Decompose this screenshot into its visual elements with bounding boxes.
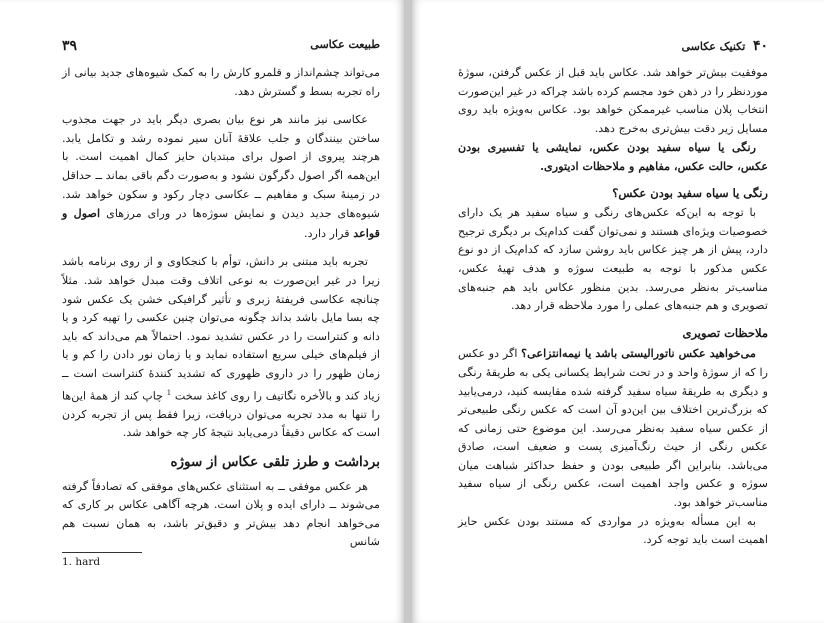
sub1-para: با توجه به این‌که عکس‌های رنگی و سیاه سفید هر یک دارای خصوصیات ویژه‌ای هستند و نمی‌توان گفت کدام‌یک بر دیگری ترجیح دارد، پیش از هر چیز عکاس باید روشن سازد که کدام‌یک از دو نوع عکس مذکور با توجه به طبیعت سوژه و هدف تهیهٔ عکس، مناسب‌تر به‌نظر می‌رسد. بدین منظور عکاس باید هم جنبه‌های تصویری و هم جنبه‌های عملی را مورد ملاحظه قرار دهد. [458,206,768,313]
sub1-title: رنگی یا سیاه سفید بودن عکس؟ [612,185,768,200]
right-para-1: موفقیت بیش‌تر خواهد شد. عکاس باید قبل از عکس گرفتن، سوژهٔ موردنظر را در ذهن خود مجسم کرده باشد چراکه در غیر این‌صورت انتخاب پلان مناسب غیرممکن خواهد بود. عکاس به‌ویژه باید روی مسایل زیر دقت بیش‌تری به‌خرج دهد. [458,66,768,135]
left-para-2: عکاسی نیز مانند هر نوع بیان بصری دیگر باید در جهت مجذوب ساختن بینندگان و جلب علاقهٔ آنان سیر نموده رشد و تکامل یابد. هرچند پیروی از اصول برای مبتدیان حایز کمال اهمیت است. با این‌همه اگر اصول دگرگون نشود و به‌صورت دگم باقی بماند ــ حداقل در زمینهٔ سبک و مفاهیم ــ عکاسی دچار رکود و سکون خواهد شد. شیوه‌های جدید دیدن و نمایش سوژه‌ها در ورای مرزهای اصول و قواعد قرار دارد. [62,113,380,240]
right-page-number: ۴۰ [752,38,768,54]
left-para-1: می‌تواند چشم‌انداز و قلمرو کارش را به کمک شیوه‌های جدید بیانی از راه تجربه بسط و گسترش دهد. [62,66,380,98]
left-page [0,0,404,623]
sub2-para-2: به این مسأله به‌ویژه در مواردی که مستند بودن عکس حایز اهمیت است باید توجه کرد. [458,514,768,547]
left-page-body [62,64,380,552]
sub2-bold: می‌خواهید عکس ناتورالیستی باشد یا نیمه‌انتزاعی؟ [521,346,756,361]
right-header-title: ۴۰ تکنیک عکاسی [681,38,768,54]
left-page-header [62,38,380,54]
book-gutter [404,0,412,623]
left-para-4: هر عکس موفقی ــ به استثنای عکس‌های موفقی که تصادفاً گرفته می‌شوند ــ دارای ایده و پلان است. هرچه آگاهی عکاس بر کاری که می‌خواهد انجام دهد بیش‌تر و دقیق‌تر باشد، به همان نسبت هم شانس [62,479,380,549]
left-para-2-bold: اصول و قواعد [62,206,380,240]
right-bold-question: رنگی یا سیاه سفید بودن عکس، نمایشی یا تفسیری بودن عکس، حالت عکس، مفاهیم و ملاحظات ادیتوری. [458,140,768,173]
section-title: برداشت و طرز تلقی عکاس از سوژه [170,454,380,471]
left-page-number: ۳۹ [62,38,78,54]
sub2-para: می‌خواهید عکس ناتورالیستی باشد یا نیمه‌انتزاعی؟ اگر دو عکس را که از سوژهٔ واحد و در تحت شرایط یکسانی یکی به طریقهٔ رنگی و دیگری به طریقهٔ سیاه سفید گرفته شده مقایسه کنید، درمی‌یابید که بزرگ‌ترین اختلاف بین این‌دو آن است که عکس رنگی طبیعی‌تر از عکس سیاه سفید به‌نظر می‌رسد. این موضوع حتی زمانی که عکس رنگی از حیث رنگ‌آمیزی پست و ضعیف است، صادق می‌باشد. بنابراین اگر طبیعی بودن و حفظ حداکثر شباهت میان سوژه و عکس واجد اهمیت است، عکس رنگی از سیاه سفید مناسب‌تر خواهد بود. [458,346,768,510]
footnote-ref: 1 [166,388,172,397]
right-page [412,0,824,623]
footnote: 1. hard [62,556,101,568]
sub2-title: ملاحظات تصویری [682,325,768,340]
footnote-rule [62,552,142,553]
left-header-title: طبیعت عکاسی [310,38,380,51]
right-page-header [458,38,768,54]
left-para-3: تجربه باید مبتنی بر دانش، توأم با کنجکاوی و از روی برنامه باشد زیرا در غیر این‌صورت به نوعی اتلاف وقت مبدل خواهد شد. مثلاً چنانچه عکاسی فریفتهٔ زبری و تأثیر گرافیکی خشن یک عکس شود چه بسا مایل باشد بداند چگونه می‌توان چنین عکسی را تهیه کرد و یا دانه و کنتراست را در عکس تشدید نمود. احتمالاً هم می‌داند که باید از فیلم‌های خیلی سریع استفاده نماید و یا زمان نور دادن را کم و یا زمان ظهور را در داروی ظهوری که تشدید کنندهٔ کنتراست است ــ زیاد کند و بالأخره نگاتیف را روی کاغذ سخت $^1$ چاپ کند از همهٔ این‌ها را تنها به مدد تجربه می‌توان دریافت، زیرا فقط پس از تجربه کردن است که عکاس دقیقاً درمی‌یابد نتیجهٔ کار چه خواهد شد. [62,255,380,440]
right-page-body [458,64,768,550]
